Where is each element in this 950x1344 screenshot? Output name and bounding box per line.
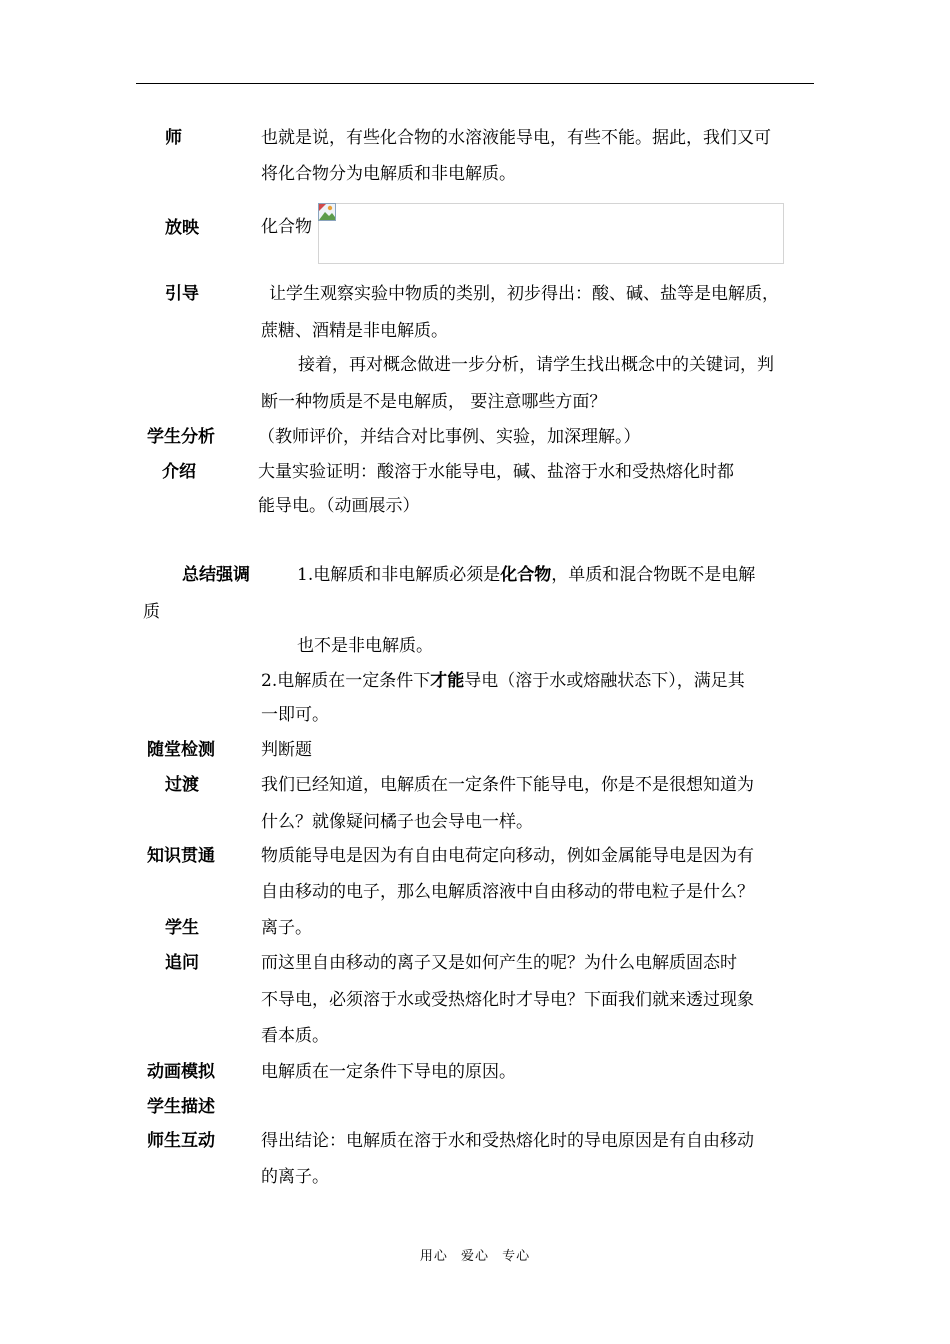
summary-emphasis: 才能 [430,671,465,691]
row-label-introduce: 介绍 [162,462,196,482]
row-label-guide: 引导 [165,284,199,304]
interaction-text-line: 的离子。 [261,1167,329,1187]
teacher-text-line: 也就是说，有些化合物的水溶液能导电，有些不能。据此，我们又可 [261,128,771,148]
guide-text-line: 断一种物质是不是电解质， 要注意哪些方面？ [261,392,607,412]
guide-text-line: 接着，再对概念做进一步分析，请学生找出概念中的关键词，判 [298,355,774,375]
row-label-student-analysis: 学生分析 [147,427,215,447]
summary-text-line: 一即可。 [261,705,329,725]
row-label-transition: 过渡 [165,775,199,795]
transition-text-line: 我们已经知道，电解质在一定条件下能导电，你是不是很想知道为 [261,775,754,795]
header-rule [136,83,814,84]
row-label-student-description: 学生描述 [147,1097,215,1117]
quiz-text: 判断题 [261,740,312,760]
summary-point-1: 1.电解质和非电解质必须是化合物，单质和混合物既不是电解 [297,565,756,585]
introduce-text-line: 大量实验证明：酸溶于水能导电，碱、盐溶于水和受热熔化时都 [258,462,734,482]
row-label-student: 学生 [165,918,199,938]
interaction-text-line: 得出结论：电解质在溶于水和受热熔化时的导电原因是有自由移动 [261,1131,754,1151]
summary-emphasis: 化合物 [500,565,552,585]
student-text: 离子。 [261,918,312,938]
student-analysis-text: （教师评价，并结合对比事例、实验，加深理解。） [258,427,641,447]
animation-text: 电解质在一定条件下导电的原因。 [261,1062,516,1082]
summary-wrap-line: 质 [143,602,160,622]
row-label-follow-up: 追问 [165,953,199,973]
row-label-quiz: 随堂检测 [147,740,215,760]
follow-up-text-line: 看本质。 [261,1026,329,1046]
summary-text-line: 也不是非电解质。 [297,636,433,656]
teacher-text-line: 将化合物分为电解质和非电解质。 [261,164,516,184]
page-footer: 用心 爱心 专心 [419,1249,531,1264]
row-label-summary: 总结强调 [182,565,250,585]
row-label-knowledge: 知识贯通 [147,846,215,866]
introduce-text-line: 能导电。（动画展示） [258,496,420,516]
row-label-teacher: 师 [165,128,182,148]
image-placeholder-frame [318,203,784,264]
row-label-interaction: 师生互动 [147,1131,215,1151]
summary-point-2: 2.电解质在一定条件下才能导电（溶于水或熔融状态下），满足其 [261,671,745,691]
guide-text-line: 让学生观察实验中物质的类别，初步得出：酸、碱、盐等是电解质， [269,284,779,304]
follow-up-text-line: 不导电，必须溶于水或受热熔化时才导电？下面我们就来透过现象 [261,990,754,1010]
row-label-animation: 动画模拟 [147,1062,215,1082]
projection-text: 化合物 [261,217,312,237]
knowledge-text-line: 自由移动的电子，那么电解质溶液中自由移动的带电粒子是什么？ [261,882,754,902]
row-label-projection: 放映 [165,218,199,238]
knowledge-text-line: 物质能导电是因为有自由电荷定向移动，例如金属能导电是因为有 [261,846,754,866]
broken-image-icon [318,203,336,221]
guide-text-line: 蔗糖、酒精是非电解质。 [261,321,448,341]
transition-text-line: 什么？就像疑问橘子也会导电一样。 [261,812,533,832]
follow-up-text-line: 而这里自由移动的离子又是如何产生的呢？为什么电解质固态时 [261,953,737,973]
